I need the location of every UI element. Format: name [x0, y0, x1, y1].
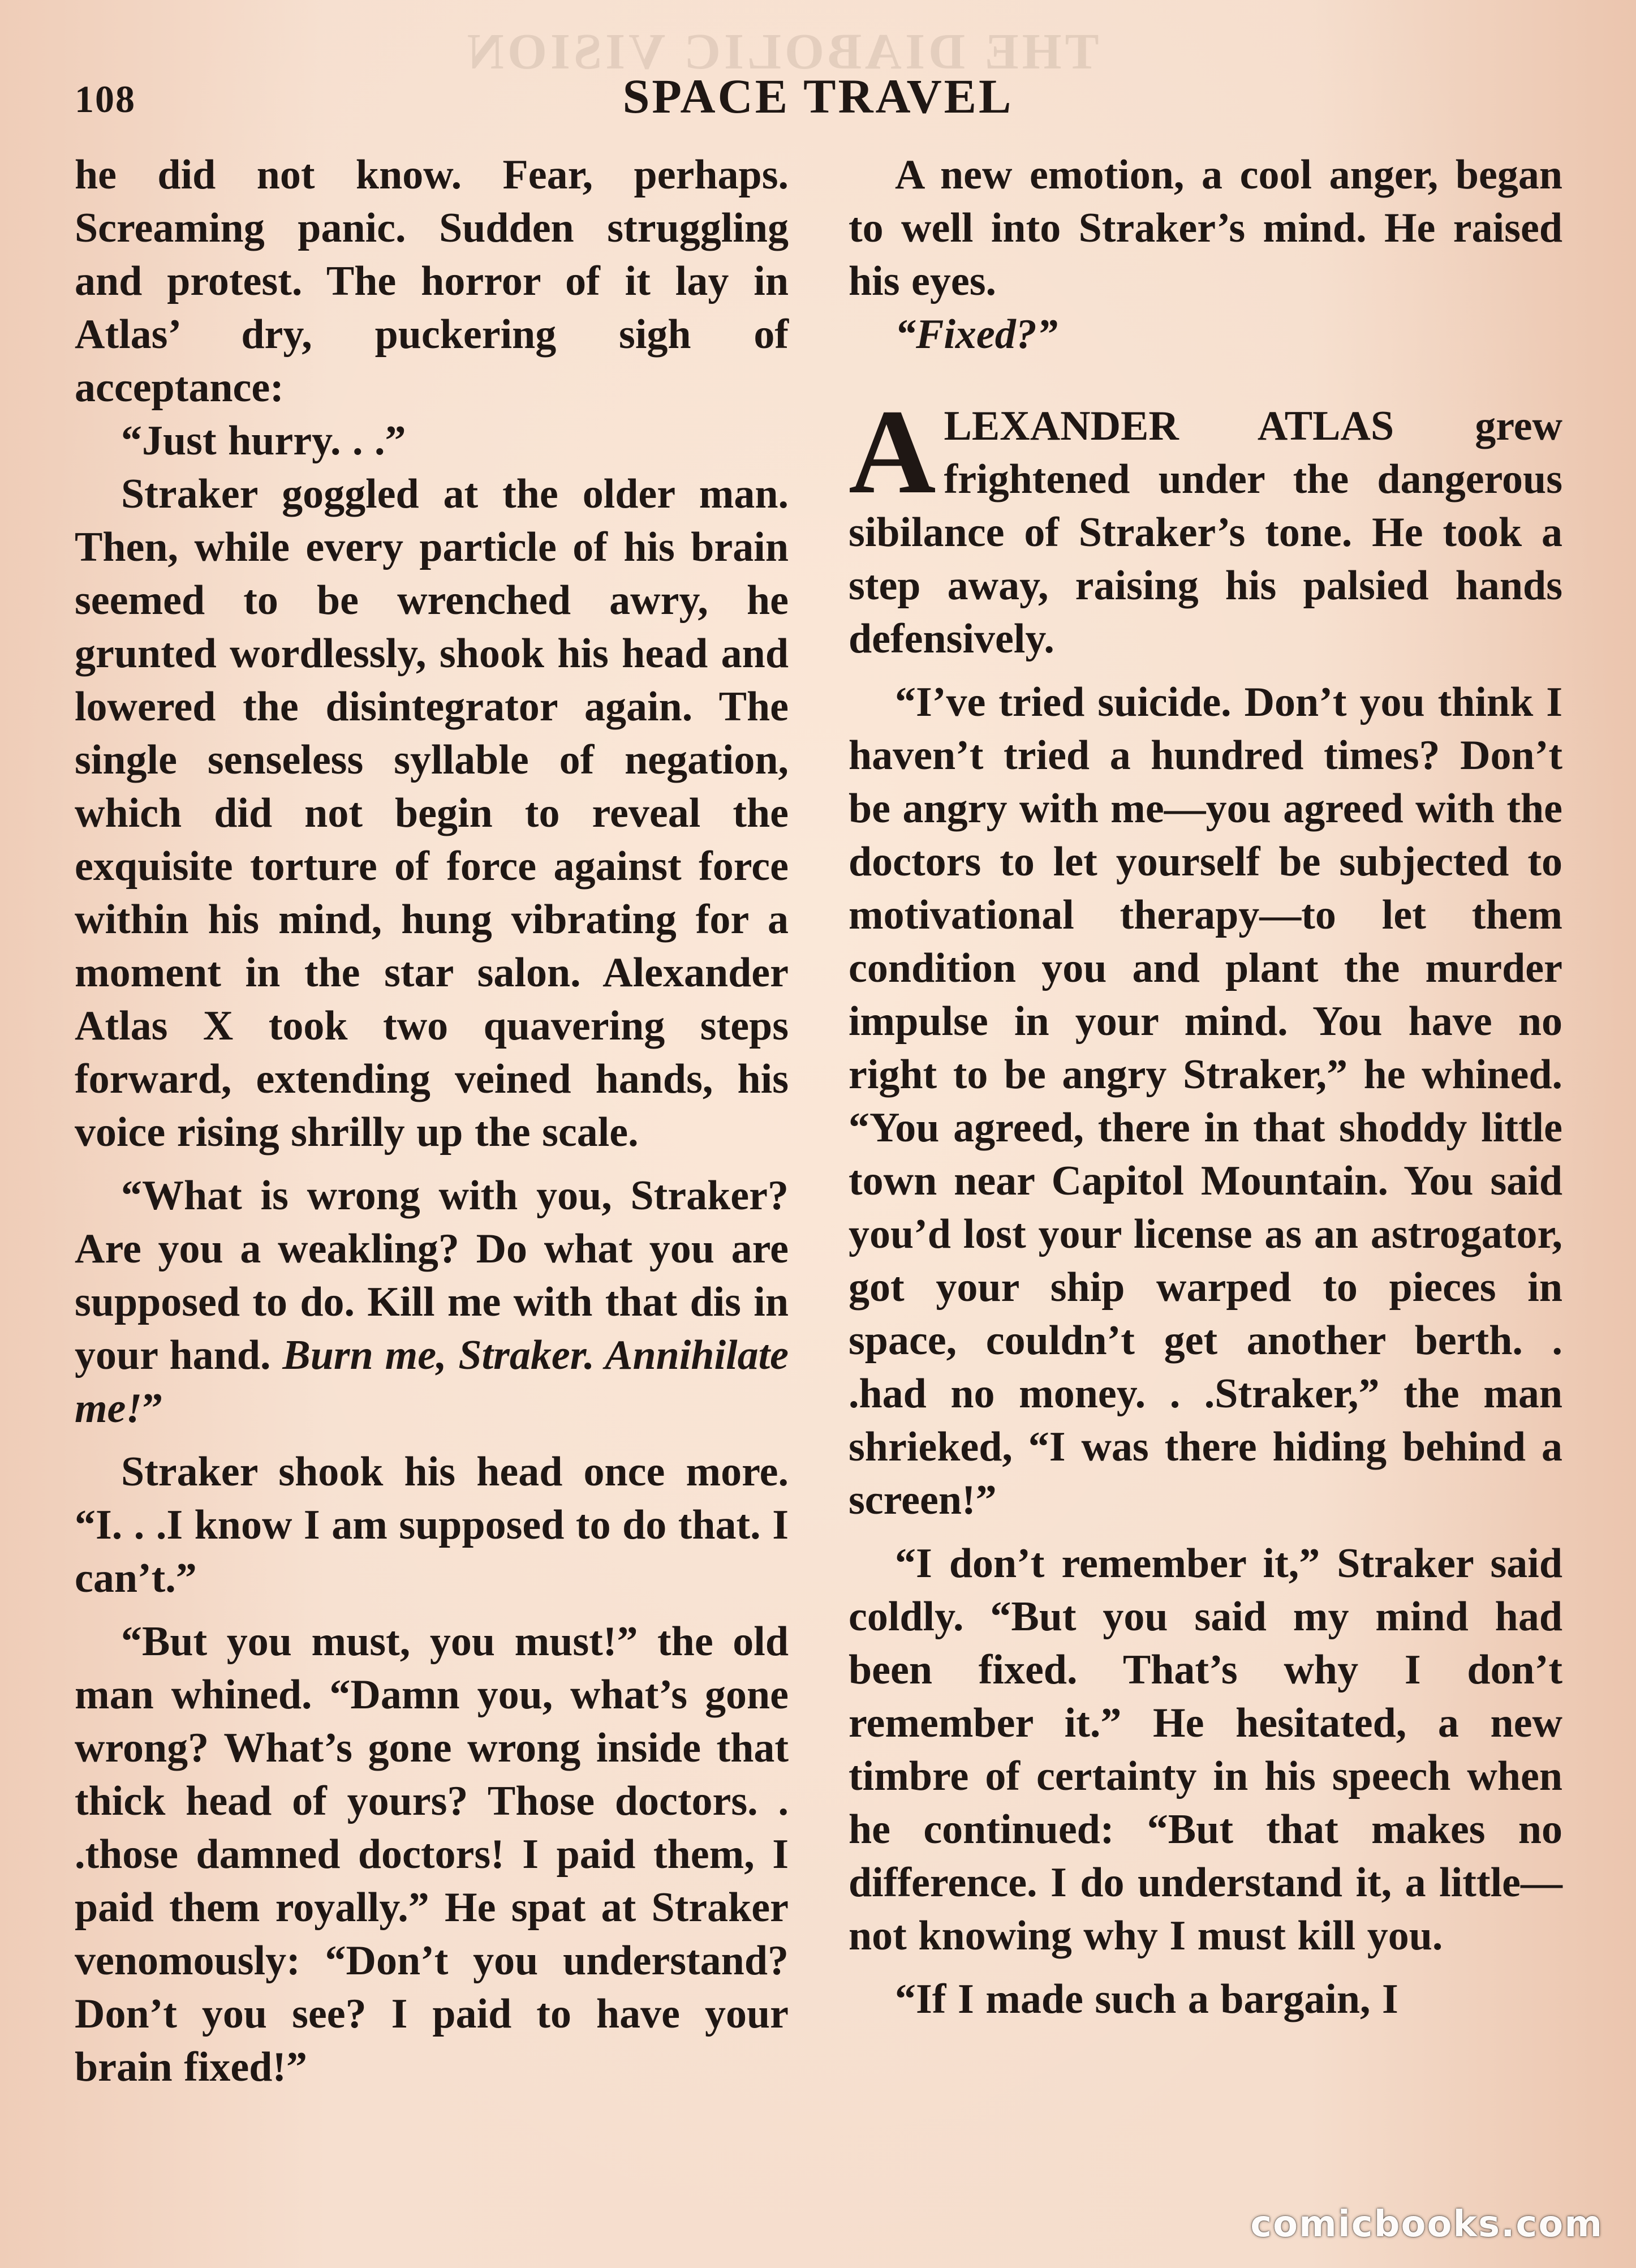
right-column [849, 148, 1562, 2026]
paragraph: “I’ve tried suicide. Don’t you think I haven’t tried a hundred times? Don’t be angry with me—you agreed with the doctors to let yourself be subjected to motivational therapy—to let them condition you and plant the murder impulse in your mind. You have no right to be angry Straker,” he whined. “You agreed, there in that shoddy little town near Capitol Mountain. You said you’d lost your license as an astrogator, got your ship warped to pieces in space, couldn’t get another berth. . .had no money. . .Straker,” the man shrieked, “I was there hiding behind a screen!” [849, 679, 1562, 1523]
bleed-through-text: THE DIABOLIC VISION [464, 24, 1099, 80]
italic-emphasis: Burn me, Straker. Annihilate me! [75, 1332, 789, 1432]
page-header [75, 62, 1561, 124]
paragraph: Straker shook his head once more. “I. . .I know I am supposed to do that. I can’t.” [75, 1449, 789, 1601]
closing-quote: ” [142, 1385, 163, 1432]
drop-cap-letter: A [849, 385, 936, 519]
paragraph-text: “What is wrong with you, Straker? Are you a weakling? Do what you are supposed to do. Kill me with that dis in your hand. [75, 1172, 789, 1378]
paragraph-text: LEXANDER ATLAS grew frightened under the dangerous sibilance of Straker’s tone. He took a step away, raising his palsied hands defensively. [849, 403, 1562, 662]
dropcap-paragraph [849, 385, 1562, 665]
left-column [75, 148, 789, 2104]
page-number: 108 [75, 78, 136, 121]
paragraph: “I don’t remember it,” Straker said coldly. “But you said my mind had been fixed. That’s why I don’t remember it.” He hesitated, a new timbre of certainty in his speech when he continued: “But that makes no difference. I do understand it, a little—not knowing why I must kill you. [849, 1540, 1562, 1959]
watermark: comicbooks.com [1250, 2203, 1603, 2245]
paragraph: “If I made such a bargain, I [895, 1976, 1398, 2022]
paragraph: A new emotion, a cool anger, began to well into Straker’s mind. He raised his eyes. [849, 152, 1562, 304]
paragraph-italic: “Fixed?” [895, 311, 1058, 358]
paragraph: “Just hurry. . .” [121, 418, 406, 464]
paragraph: “But you must, you must!” the old man whined. “Damn you, what’s gone wrong? What’s gone wrong inside that thick head of yours? Those doctors. . .those damned doctors! I paid them, I paid them royally.” He spat at Straker venomously: “Don’t you understand? Don’t you see? I paid to have your brain fixed!” [75, 1618, 789, 2090]
paragraph: Straker goggled at the older man. Then, while every particle of his brain seemed to be wrenched awry, he grunted wordlessly, shook his head and lowered the disintegrator again. The single senseless syllable of negation, which did not begin to reveal the exquisite torture of force against force within his mind, hung vibrating for a moment in the star salon. Alexander Atlas X took two quavering steps forward, extending veined hands, his voice rising shrilly up the scale. [75, 471, 789, 1156]
paragraph [75, 1169, 789, 1435]
paragraph: he did not know. Fear, perhaps. Screaming panic. Sudden struggling and protest. The horror of it lay in Atlas’ dry, puckering sigh of acceptance: [75, 152, 789, 411]
running-title: SPACE TRAVEL [622, 69, 1014, 123]
